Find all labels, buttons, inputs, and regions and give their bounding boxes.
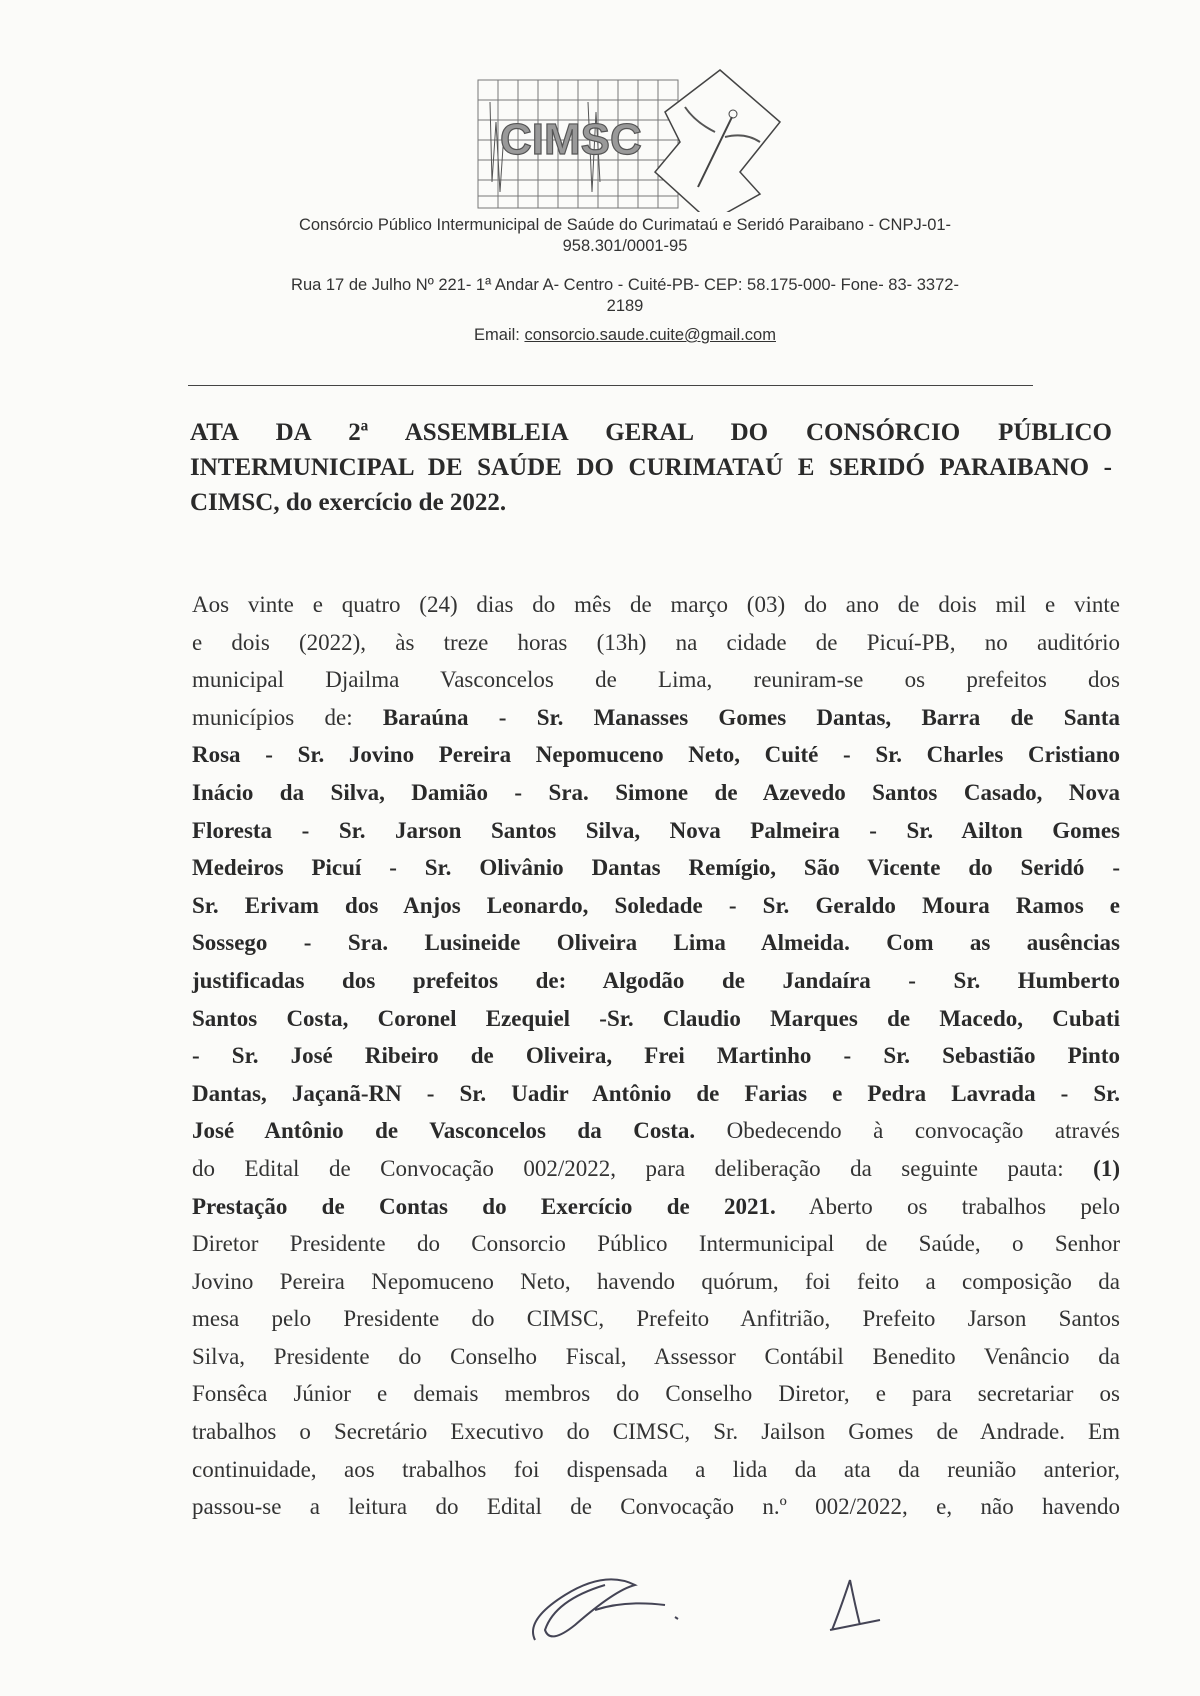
bold-text: - Sr. José Ribeiro de Oliveira, Frei Martinho - Sr. Sebastião Pinto [192,1043,1120,1069]
bold-text: Sossego - Sra. Lusineide Oliveira Lima Almeida. Com as ausências [192,930,1120,956]
body-line [192,1413,1120,1451]
body-line [192,624,1120,662]
text: Fonsêca Júnior e demais membros do Conselho Diretor, e para secretariar os [192,1381,1120,1407]
bold-text: justificadas dos prefeitos de: Algodão de Jandaíra - Sr. Humberto [192,967,1120,993]
bold-text: Prestação de Contas do Exercício de 2021. [192,1193,776,1219]
body-line [192,849,1120,887]
text: passou-se a leitura do Edital de Convocação n.º 002/2022, e, não havendo [192,1494,1120,1520]
body-line [192,1037,1120,1075]
body-line [192,812,1120,850]
text: municípios de: [192,704,383,730]
body-line [192,661,1120,699]
text: e dois (2022), às treze horas (13h) na cidade de Picuí-PB, no auditório [192,629,1120,655]
body-line [192,887,1120,925]
text: Aos vinte e quatro (24) dias do mês de março (03) do ano de dois mil e vinte [192,592,1120,617]
body-line [192,1263,1120,1301]
email-label: Email: [474,326,525,344]
org-line-1: Consórcio Público Intermunicipal de Saúde do Curimataú e Seridó Paraibano - CNPJ-01- [298,216,952,234]
signature-1 [515,1555,725,1655]
organization-address [190,275,1060,317]
body-line [192,774,1120,812]
body-line [192,1488,1120,1526]
text: municipal Djailma Vasconcelos de Lima, reuniram-se os prefeitos dos [192,667,1120,693]
body-line [192,924,1120,962]
bold-text: Medeiros Picuí - Sr. Olivânio Dantas Remígio, São Vicente do Seridó - [192,855,1120,881]
text: mesa pelo Presidente do CIMSC, Prefeito Anfitrião, Prefeito Jarson Santos [192,1306,1120,1332]
body-line [192,1188,1120,1226]
bold-text: Baraúna - Sr. Manasses Gomes Dantas, Barra de Santa [382,704,1120,730]
minutes-body [192,586,1120,1526]
body-line [192,699,1120,737]
email-link[interactable]: consorcio.saude.cuite@gmail.com [524,326,776,344]
title-line: CIMSC, do exercício de 2022. [190,489,507,516]
address-line-1: Rua 17 de Julho Nº 221- 1ª Andar A- Centro - Cuité-PB- CEP: 58.175-000- Fone- 83- 3372- [291,276,959,294]
body-line [192,1375,1120,1413]
address-line-2: 2189 [606,297,644,315]
body-line [192,1112,1120,1150]
body-line [192,1150,1120,1188]
document-title [190,415,1112,520]
text: continuidade, aos trabalhos foi dispensada a lida da ata da reunião anterior, [192,1456,1120,1482]
bold-text: Santos Costa, Coronel Ezequiel -Sr. Claudio Marques de Macedo, Cubati [192,1005,1120,1031]
organization-email [190,325,1060,346]
bold-text: José Antônio de Vasconcelos da Costa. [192,1118,696,1144]
bold-text: Rosa - Sr. Jovino Pereira Nepomuceno Neto, Cuité - Sr. Charles Cristiano [192,742,1120,768]
bold-text: Floresta - Sr. Jarson Santos Silva, Nova Palmeira - Sr. Ailton Gomes [192,817,1120,843]
svg-text:CIMSC: CIMSC [500,115,642,164]
body-line [192,962,1120,1000]
text: Jovino Pereira Nepomuceno Neto, havendo quórum, foi feito a composição da [192,1268,1120,1294]
text: Diretor Presidente do Consorcio Público Intermunicipal de Saúde, o Senhor [192,1231,1120,1257]
bold-text: Inácio da Silva, Damião - Sra. Simone de Azevedo Santos Casado, Nova [192,779,1120,805]
body-line [192,736,1120,774]
body-line [192,1338,1120,1376]
body-line [192,1075,1120,1113]
body-line [192,1000,1120,1038]
text: trabalhos o Secretário Executivo do CIMSC, Sr. Jailson Gomes de Andrade. Em [192,1419,1120,1445]
bold-text: Dantas, Jaçanã-RN - Sr. Uadir Antônio de Farias e Pedra Lavrada - Sr. [192,1080,1120,1106]
bold-text: Sr. Erivam dos Anjos Leonardo, Soledade - Sr. Geraldo Moura Ramos e [192,892,1120,918]
signature-2 [820,1575,890,1645]
body-line [192,1300,1120,1338]
header-divider [188,385,1033,386]
title-line: INTERMUNICIPAL DE SAÚDE DO CURIMATAÚ E SERIDÓ PARAIBANO - [190,454,1112,481]
title-line: ATA DA 2ª ASSEMBLEIA GERAL DO CONSÓRCIO PÚBLICO [190,419,1112,446]
cimsc-logo [470,62,830,212]
text: do Edital de Convocação 002/2022, para deliberação da seguinte pauta: [192,1155,1094,1181]
org-cnpj: 958.301/0001-95 [562,237,688,255]
body-line [192,586,1120,624]
text: Obedecendo à convocação através [695,1118,1121,1144]
organization-name [190,215,1060,257]
text: Silva, Presidente do Conselho Fiscal, Assessor Contábil Benedito Venâncio da [192,1343,1120,1369]
body-line [192,1225,1120,1263]
body-line [192,1451,1120,1489]
bold-text: (1) [1093,1155,1120,1181]
text: Aberto os trabalhos pelo [775,1193,1120,1219]
